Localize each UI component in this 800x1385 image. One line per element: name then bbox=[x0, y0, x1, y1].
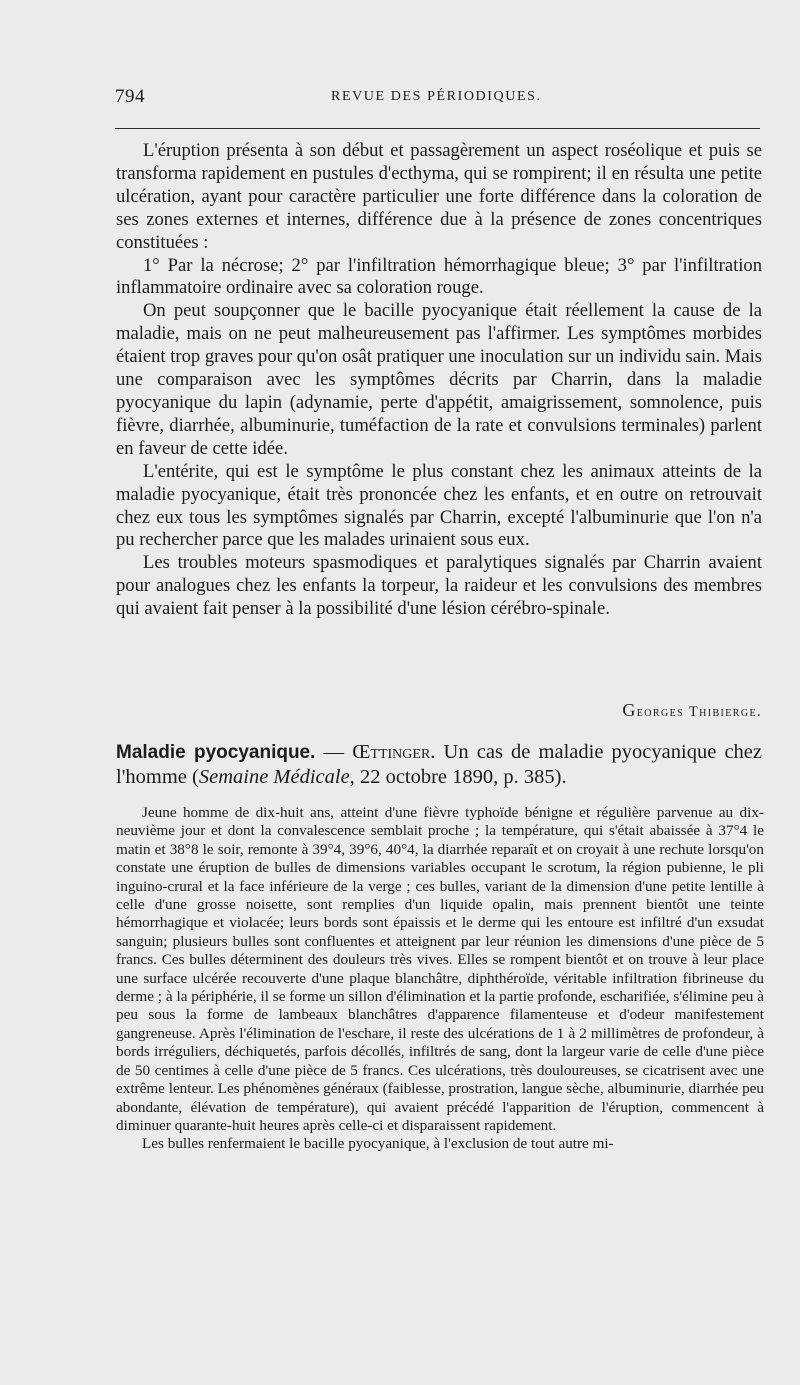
page-number: 794 bbox=[115, 86, 145, 107]
header-rule bbox=[115, 128, 760, 129]
abstract-text bbox=[116, 804, 764, 1154]
journal-title: REVUE DES PÉRIODIQUES. bbox=[331, 89, 542, 104]
paragraph: L'éruption présenta à son début et passagèrement un aspect roséolique et puis se transforma rapidement en pustules d'ecthyma, qui se rompirent; il en résulta une petite ulcération, ayant pour caractère particulier une forte différence dans la coloration de ses zones externes et internes, différence due à la présence de zones concentriques constituées : bbox=[116, 140, 762, 253]
article-author: Œttinger. bbox=[352, 741, 436, 763]
article-topic: Maladie pyocyanique. bbox=[116, 742, 316, 763]
paragraph: L'entérite, qui est le symptôme le plus constant chez les animaux atteints de la maladie pyocyanique, était très prononcée chez les enfants, et en outre on retrouvait chez eux tous les symptômes signalés par Charrin, excepté l'albuminurie que l'on n'a pu rechercher parce que les malades urinaient sous eux. bbox=[116, 460, 762, 551]
author-signature: Georges Thibierge. bbox=[622, 700, 762, 720]
article-title: Un cas de maladie pyocyanique chez l'homme ( bbox=[116, 741, 762, 788]
previous-article-text bbox=[116, 140, 762, 621]
paragraph: Les bulles renfermaient le bacille pyocyanique, à l'exclusion de tout autre mi- bbox=[142, 1135, 614, 1153]
paragraph: Jeune homme de dix-huit ans, atteint d'une fièvre typhoïde bénigne et régulière parvenue au dix-neuvième jour et dont la convalescence semblait proche ; la température, qui s'était abaissée à 37°4 le matin et 38°8 le soir, remonte à 39°4, 39°6, 40°4, la diarrhée reparaît et on croyait à une rechute lorsqu'on constate une éruption de bulles de dimensions variables occupant le scrotum, la région pubienne, le pli inguino-crural et la face inférieure de la verge ; ces bulles, variant de la dimension d'une petite lentille à celle d'une grosse noisette, sont remplies d'un liquide opalin, mais prennent bientôt une teinte hémorrhagique et violacée; leurs bords sont épaissis et le derme qui les entoure est infiltré d'un exsudat sanguin; plusieurs bulles sont confluentes et atteignent par leur réunion les dimensions d'une pièce de 5 francs. Ces bulles déterminent des douleurs très vives. Elles se rompent bientôt et on trouve à leur place une surface ulcérée recouverte d'une plaque blanchâtre, diphthéroïde, véritable infiltration fibrineuse du derme ; à la périphérie, il se forme un sillon d'élimination et la partie profonde, escharifiée, s'élimine peu à peu sous la forme de lambeaux blanchâtres d'apparence filamenteuse et d'odeur manifestement gangreneuse. Après l'élimination de l'eschare, il reste des ulcérations de 1 à 2 millimètres de profondeur, à bords irréguliers, déchiquetés, parfois décollés, infiltrés de sang, dont la largeur varie de celle d'une pièce de 50 centimes à celle d'une pièce de 5 francs. Ces ulcérations, très douloureuses, se cicatrisent avec une extrême lenteur. Les phénomènes généraux (faiblesse, prostration, langue sèche, albuminurie, diarrhée peu abondante, élévation de température), qui avaient précédé l'apparition de l'éruption, commencent à diminuer quarante-huit heures après celle-ci et disparaissent rapidement. bbox=[116, 804, 764, 1134]
article-heading bbox=[116, 740, 762, 790]
running-head bbox=[115, 86, 760, 110]
paragraph: 1° Par la nécrose; 2° par l'infiltration hémorrhagique bleue; 3° par l'infiltration inflammatoire ordinaire avec sa coloration rouge. bbox=[116, 254, 762, 299]
heading-dash: — bbox=[315, 741, 353, 763]
paragraph: Les troubles moteurs spasmodiques et paralytiques signalés par Charrin avaient pour analogues chez les enfants la torpeur, la raideur et les convulsions des membres qui avaient fait penser à la possibilité d'une lésion cérébro-spinale. bbox=[116, 552, 762, 620]
article-citation: 22 octobre 1890, p. 385). bbox=[354, 766, 567, 788]
paragraph: On peut soupçonner que le bacille pyocyanique était réellement la cause de la maladie, mais on ne peut malheureusement pas l'affirmer. Les symptômes morbides étaient trop graves pour qu'on osât pratiquer une inoculation sur un individu sain. Mais une comparaison avec les symptômes décrits par Charrin, dans la maladie pyocyanique du lapin (adynamie, perte d'appétit, amaigrissement, somnolence, puis fièvre, diarrhée, albuminurie, tuméfaction de la rate et convulsions terminales) parlent en faveur de cette idée. bbox=[116, 300, 762, 459]
article-source: Semaine Médicale, bbox=[198, 766, 355, 788]
